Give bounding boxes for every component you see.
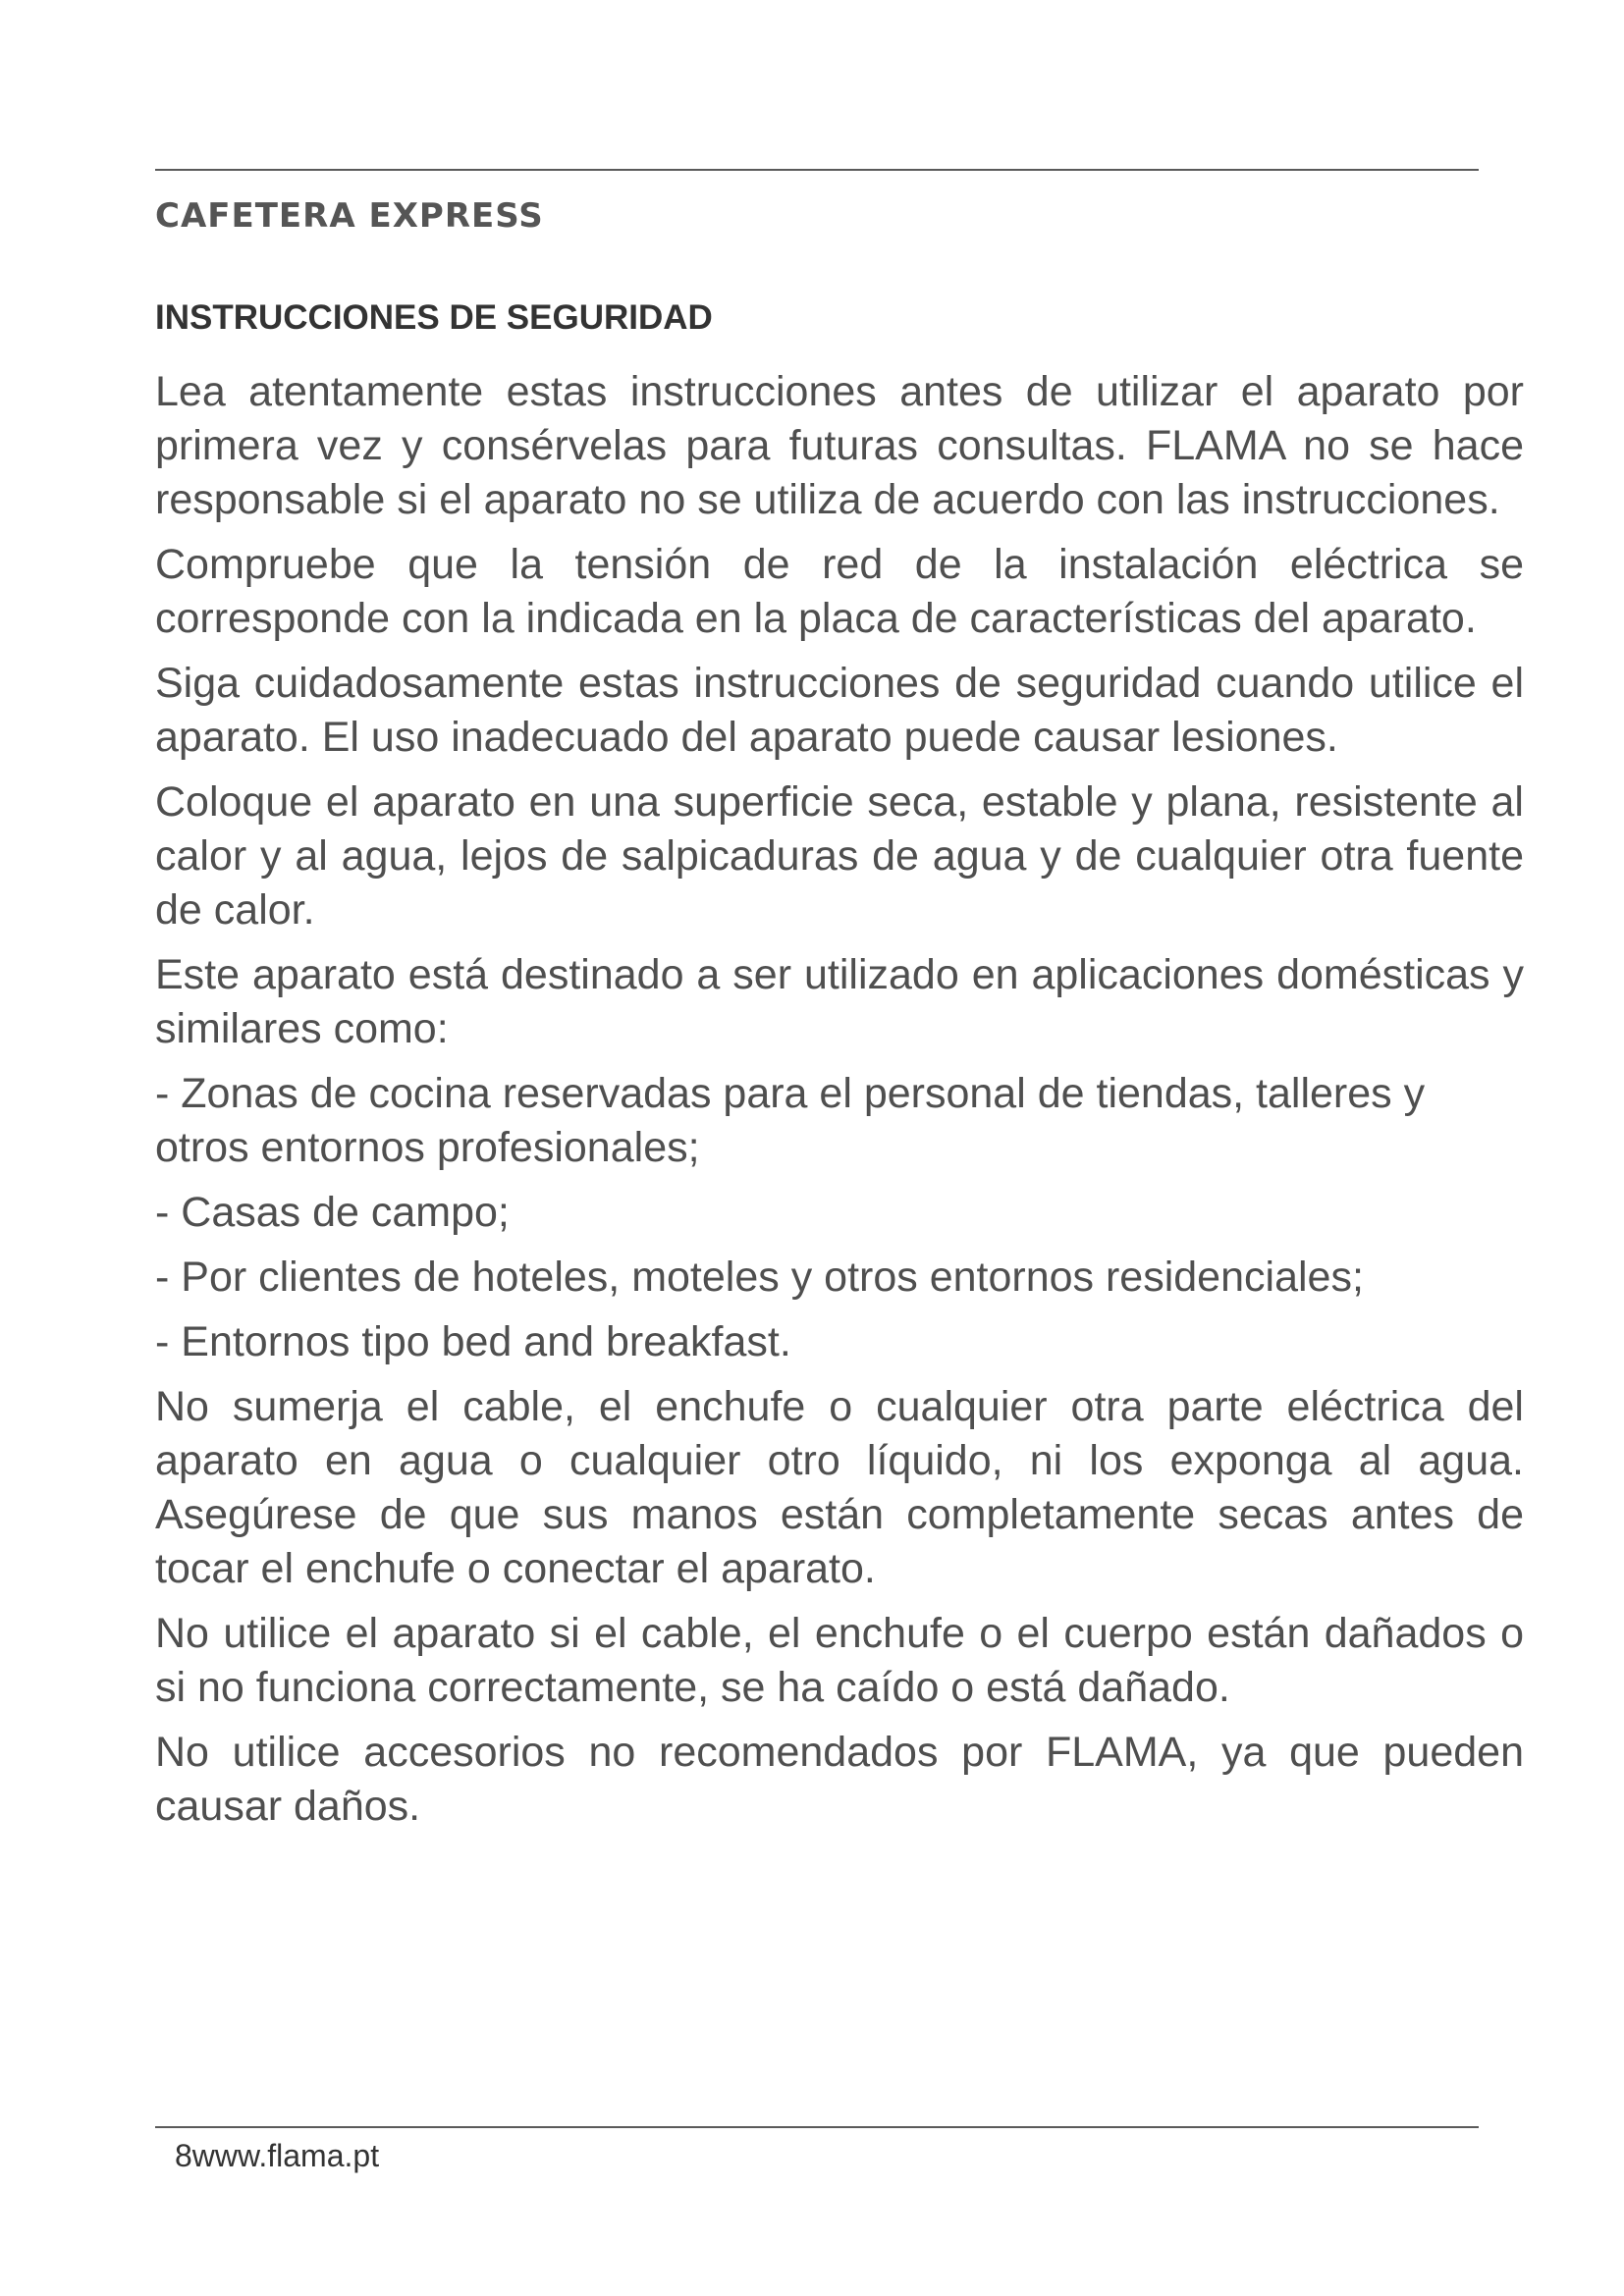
list-item: - Casas de campo; xyxy=(155,1189,510,1236)
list-item: - Zonas de cocina reservadas para el personal de tiendas, talleres y otros entornos profesionales; xyxy=(155,1070,1426,1171)
instructions-body xyxy=(155,365,1524,1844)
footer-divider xyxy=(155,2126,1479,2128)
website-link[interactable]: www.flama.pt xyxy=(191,2138,380,2173)
paragraph-read-instructions: Lea atentamente estas instrucciones antes de utilizar el aparato por primera vez y consérvelas para futuras consultas. FLAMA no se hace responsable si el aparato no se utiliza de acuerdo con las instrucciones. xyxy=(155,368,1524,523)
page-footer xyxy=(175,2138,379,2174)
paragraph-placement: Coloque el aparato en una superficie seca, estable y plana, resistente al calor y al agua, lejos de salpicaduras de agua y de cualquier otra fuente de calor. xyxy=(155,778,1524,934)
page-number: 8 xyxy=(175,2138,192,2173)
paragraph-intended-use: Este aparato está destinado a ser utilizado en aplicaciones domésticas y similares como: xyxy=(155,951,1524,1052)
paragraph-follow-safety: Siga cuidadosamente estas instrucciones de seguridad cuando utilice el aparato. El uso inadecuado del aparato puede causar lesiones. xyxy=(155,660,1524,761)
paragraph-accessories: No utilice accesorios no recomendados por FLAMA, ya que pueden causar daños. xyxy=(155,1729,1524,1830)
document-title: CAFETERA EXPRESS xyxy=(155,196,544,236)
list-item: - Entornos tipo bed and breakfast. xyxy=(155,1318,791,1365)
paragraph-no-submerge: No sumerja el cable, el enchufe o cualquier otra parte eléctrica del aparato en agua o cualquier otro líquido, ni los exponga al agua. Asegúrese de que sus manos están completamente secas antes de tocar el enchufe o conectar el aparato. xyxy=(155,1383,1524,1592)
section-heading: INSTRUCCIONES DE SEGURIDAD xyxy=(155,298,713,337)
header-divider xyxy=(155,169,1479,171)
paragraph-voltage-check: Compruebe que la tensión de red de la instalación eléctrica se corresponde con la indicada en la placa de características del aparato. xyxy=(155,541,1524,642)
list-item: - Por clientes de hoteles, moteles y otros entornos residenciales; xyxy=(155,1254,1364,1301)
paragraph-damaged-appliance: No utilice el aparato si el cable, el enchufe o el cuerpo están dañados o si no funciona correctamente, se ha caído o está dañado. xyxy=(155,1610,1524,1711)
